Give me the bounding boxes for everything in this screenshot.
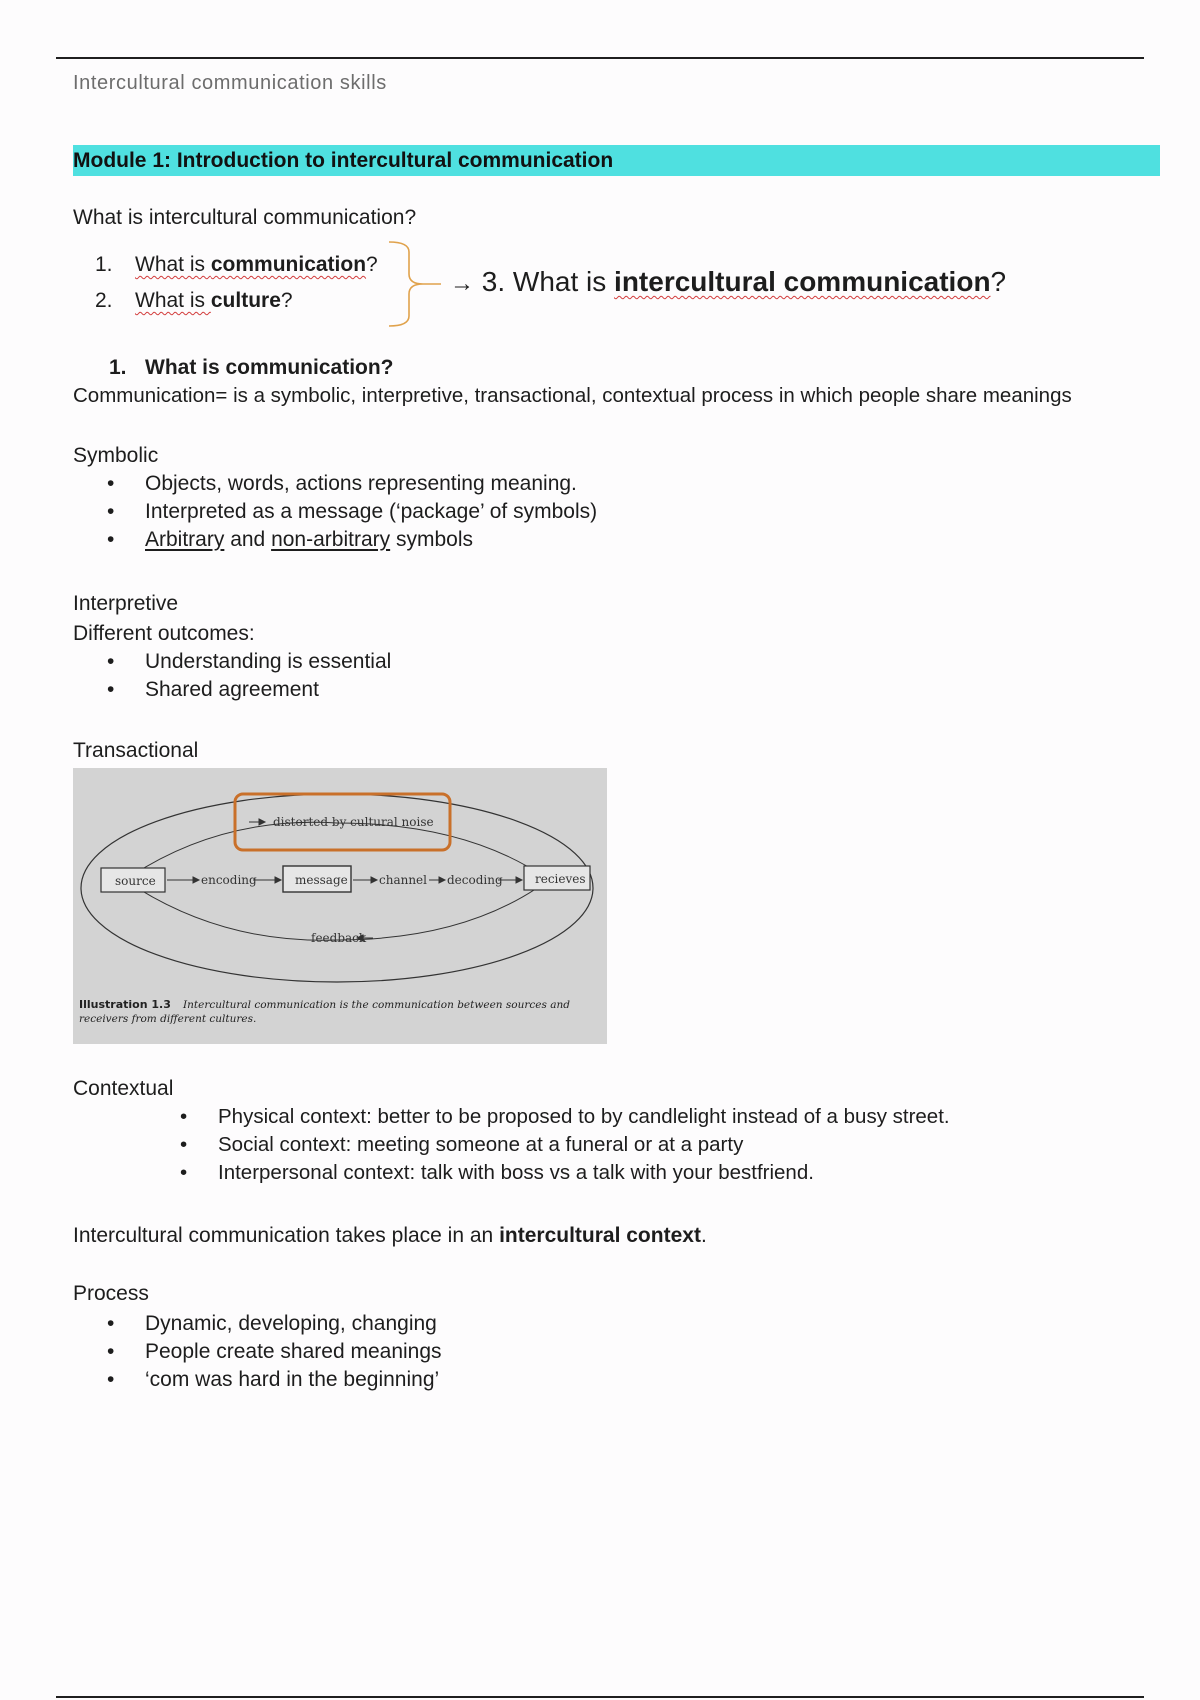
transactional-title: Transactional bbox=[73, 739, 199, 762]
noise-label: distorted by cultural noise bbox=[273, 815, 434, 829]
communication-definition: Communication= is a symbolic, interpretive, transactional, contextual process in which people share meanings bbox=[73, 384, 1072, 407]
list-item: • Understanding is essential bbox=[107, 648, 391, 676]
list-item: • Arbitrary and non-arbitrary symbols bbox=[107, 526, 597, 554]
caption-line-2: receivers from different cultures. bbox=[79, 1013, 257, 1025]
process-title: Process bbox=[73, 1282, 149, 1305]
top-rule bbox=[56, 57, 1144, 59]
source-label: source bbox=[115, 874, 156, 888]
list-item: • Dynamic, developing, changing bbox=[107, 1310, 442, 1338]
interpretive-subtitle: Different outcomes: bbox=[73, 622, 255, 645]
module-heading: Module 1: Introduction to intercultural communication bbox=[73, 145, 1160, 176]
contextual-title: Contextual bbox=[73, 1077, 174, 1100]
interpretive-title: Interpretive bbox=[73, 592, 179, 615]
receiver-label: recieves bbox=[535, 872, 586, 886]
contextual-list bbox=[180, 1103, 950, 1187]
encoding-label: encoding bbox=[201, 873, 257, 887]
intro-result: → 3. What is intercultural communication? bbox=[450, 266, 1007, 297]
list-item: • Social context: meeting someone at a funeral or at a party bbox=[180, 1131, 950, 1159]
transactional-model-figure bbox=[73, 768, 607, 1044]
brace-connector bbox=[385, 238, 445, 330]
list-item: • Shared agreement bbox=[107, 676, 391, 704]
section-heading: 1. What is communication? bbox=[109, 356, 394, 379]
intro-question: What is intercultural communication? bbox=[73, 206, 417, 229]
intercultural-context-sentence: Intercultural communication takes place in an intercultural context. bbox=[73, 1224, 707, 1247]
process-list bbox=[107, 1310, 442, 1394]
list-item: • Objects, words, actions representing meaning. bbox=[107, 470, 597, 498]
channel-label: channel bbox=[379, 873, 427, 887]
caption-line-1: Intercultural communication is the communication between sources and bbox=[183, 999, 570, 1011]
intro-item-2: 2. What is culture? bbox=[95, 289, 293, 312]
caption-label: Illustration 1.3 bbox=[79, 998, 171, 1011]
bottom-rule bbox=[56, 1696, 1144, 1698]
symbolic-title: Symbolic bbox=[73, 444, 159, 467]
interpretive-list bbox=[107, 648, 391, 704]
symbolic-list bbox=[107, 470, 597, 554]
communication-model-diagram bbox=[73, 768, 607, 1044]
list-item: • Interpersonal context: talk with boss vs a talk with your bestfriend. bbox=[180, 1159, 950, 1187]
list-item: • Interpreted as a message (‘package’ of symbols) bbox=[107, 498, 597, 526]
feedback-label: feedback bbox=[311, 931, 367, 945]
list-item: • Physical context: better to be proposed to by candlelight instead of a busy street. bbox=[180, 1103, 950, 1131]
message-label: message bbox=[295, 873, 348, 887]
decoding-label: decoding bbox=[447, 873, 503, 887]
list-item: • ‘com was hard in the beginning’ bbox=[107, 1366, 442, 1394]
document-header: Intercultural communication skills bbox=[73, 72, 387, 94]
intro-item-1: 1. What is communication? bbox=[95, 253, 378, 276]
list-item: • People create shared meanings bbox=[107, 1338, 442, 1366]
